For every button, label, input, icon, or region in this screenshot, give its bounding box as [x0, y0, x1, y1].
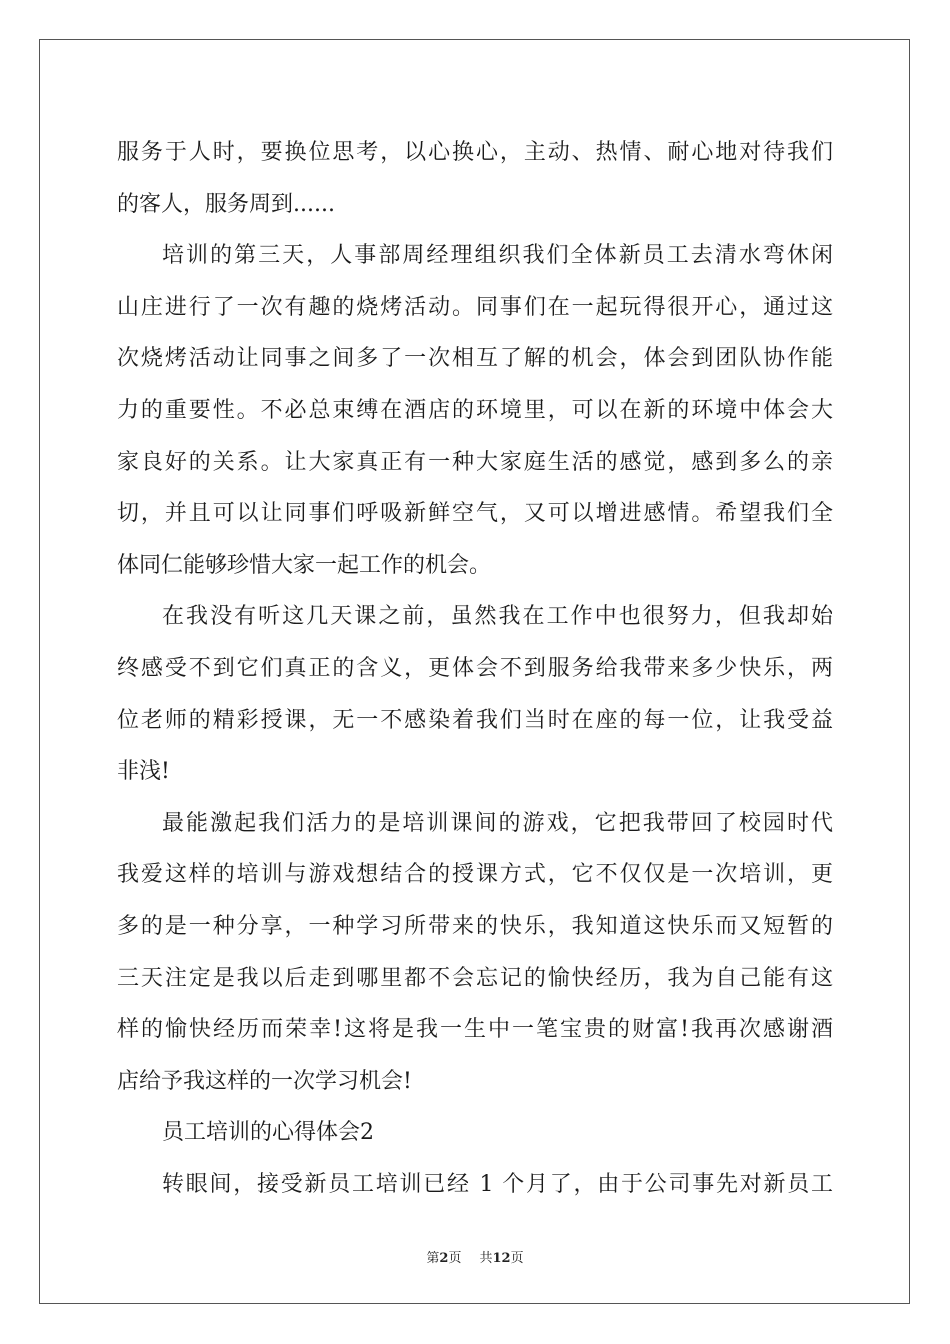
text-line: 服务于人时，要换位思考，以心换心，主动、热情、耐心地对待我们: [117, 140, 833, 165]
text-line: 转眼间，接受新员工培训已经 1 个月了，由于公司事先对新员工: [162, 1171, 833, 1197]
text-line: 终感受不到它们真正的含义，更体会不到服务给我带来多少快乐，两: [117, 655, 833, 681]
footer-total-suffix: 页: [510, 1251, 524, 1266]
text-line: 的客人，服务周到......: [117, 191, 335, 217]
footer-prefix: 第: [426, 1251, 440, 1266]
text-line: 力的重要性。不必总束缚在酒店的环境里，可以在新的环境中体会大: [117, 397, 833, 423]
text-line: 位老师的精彩授课，无一不感染着我们当时在座的每一位，让我受益: [117, 707, 833, 733]
document-body: [117, 127, 833, 1210]
footer-total-prefix: 共: [479, 1251, 493, 1266]
footer-page-suffix: 页: [448, 1251, 462, 1266]
text-line: 在我没有听这几天课之前，虽然我在工作中也很努力，但我却始: [162, 604, 833, 630]
text-line: 员工培训的心得体会2: [162, 1120, 374, 1146]
text-line: 培训的第三天，人事部周经理组织我们全体新员工去清水弯休闲: [162, 243, 833, 269]
text-line: 体同仁能够珍惜大家一起工作的机会。: [117, 552, 492, 578]
text-line: 次烧烤活动让同事之间多了一次相互了解的机会，体会到团队协作能: [117, 346, 833, 372]
text-line: 家良好的关系。让大家真正有一种大家庭生活的感觉，感到多么的亲: [117, 449, 833, 475]
text-line: 非浅!: [117, 759, 170, 785]
text-line: 三天注定是我以后走到哪里都不会忘记的愉快经历，我为自己能有这: [117, 965, 833, 991]
footer-total-pages: 12: [492, 1251, 511, 1266]
footer-page-number: 2: [439, 1251, 449, 1266]
text-line: 样的愉快经历而荣幸!这将是我一生中一笔宝贵的财富!我再次感谢酒: [117, 1017, 833, 1043]
text-line: 我爱这样的培训与游戏想结合的授课方式，它不仅仅是一次培训，更: [117, 862, 833, 888]
text-line: 店给予我这样的一次学习机会!: [117, 1068, 412, 1094]
text-line: 多的是一种分享，一种学习所带来的快乐，我知道这快乐而又短暂的: [117, 913, 833, 939]
text-line: 切，并且可以让同事们呼吸新鲜空气，又可以增进感情。希望我们全: [117, 501, 833, 527]
text-line: 最能激起我们活力的是培训课间的游戏，它把我带回了校园时代: [162, 810, 833, 836]
page-footer: [0, 1247, 950, 1266]
text-line: 山庄进行了一次有趣的烧烤活动。同事们在一起玩得很开心，通过这: [117, 294, 833, 320]
